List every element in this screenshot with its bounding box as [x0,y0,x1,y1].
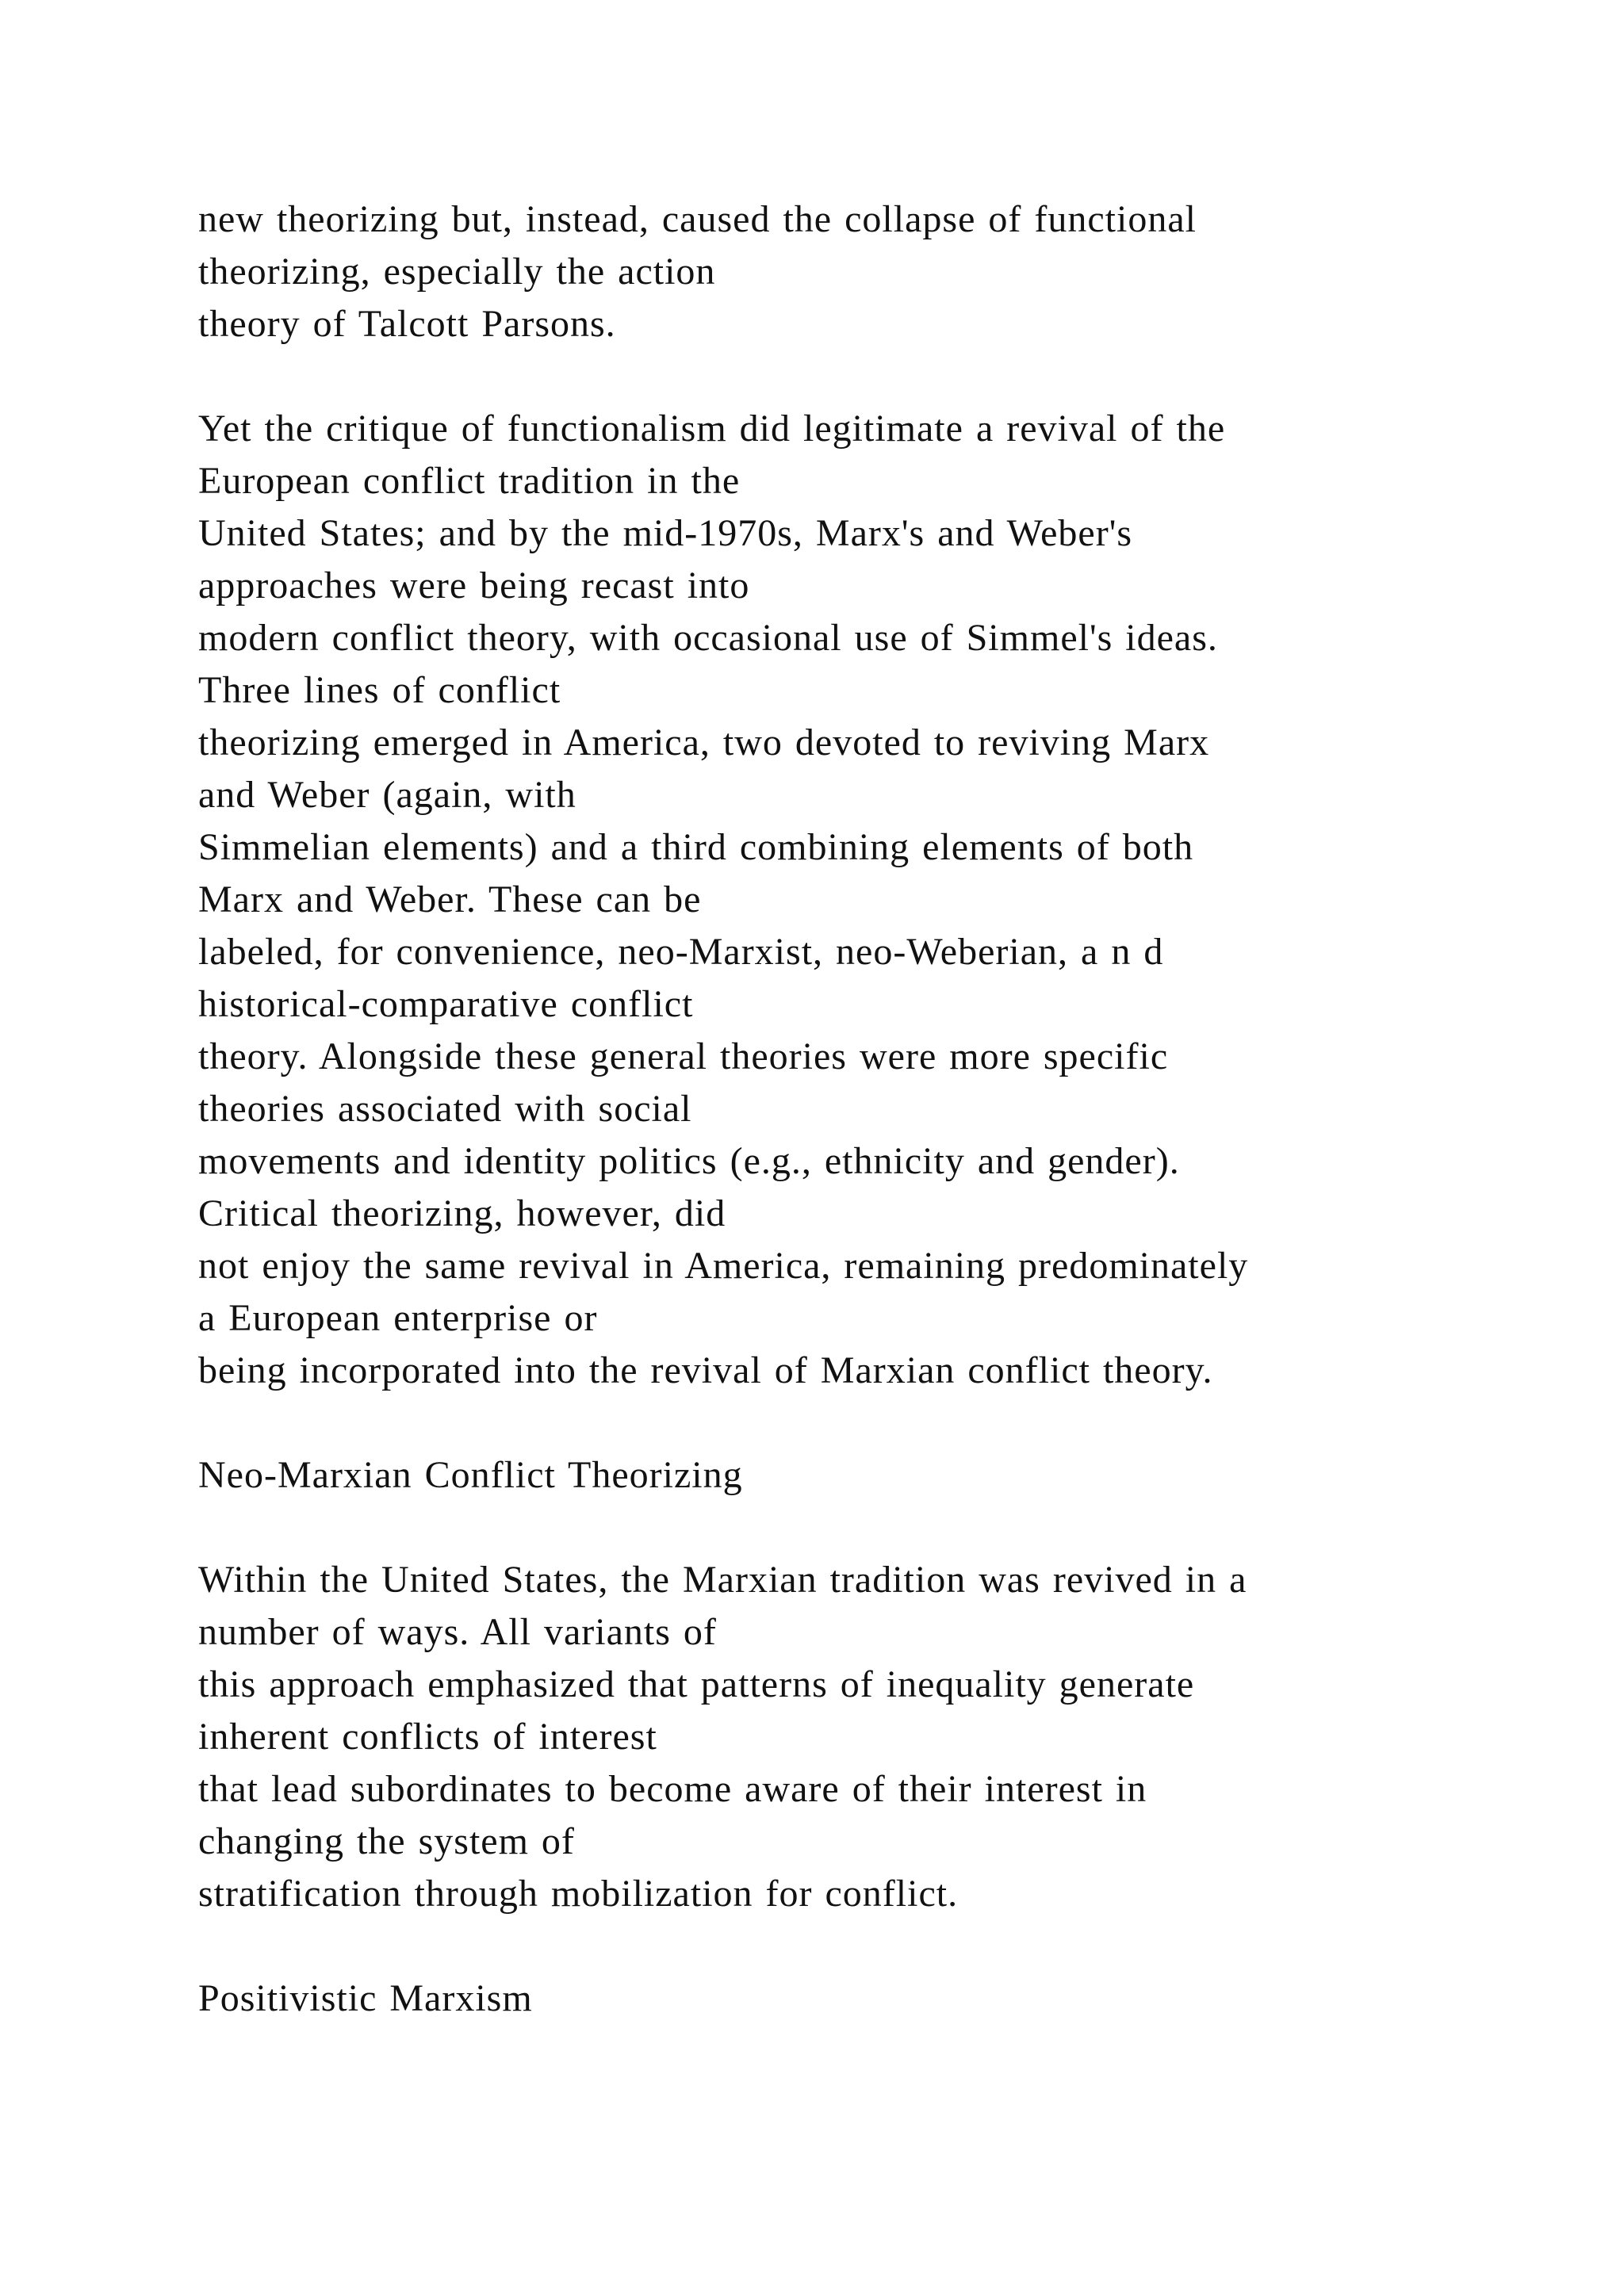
paragraph-spacer [198,350,1562,403]
text-line: theorizing emerged in America, two devoted to reviving Marx [198,721,1210,763]
text-line: Critical theorizing, however, did [198,1192,726,1234]
text-line: theories associated with social [198,1088,692,1130]
text-line: Yet the critique of functionalism did legitimate a revival of the [198,408,1226,450]
text-line: approaches were being recast into [198,564,750,607]
text-line: Within the United States, the Marxian tradition was revived in a [198,1559,1247,1601]
paragraph-2 [198,403,1562,1397]
text-line: theorizing, especially the action [198,251,716,293]
document-body [198,193,1562,2025]
paragraph-spacer [198,1502,1562,1554]
section-heading: Neo-Marxian Conflict Theorizing [198,1454,743,1496]
text-line: and Weber (again, with [198,774,576,816]
text-line: stratification through mobilization for conflict. [198,1873,959,1915]
text-line: United States; and by the mid-1970s, Marx's and Weber's [198,512,1133,554]
text-line: that lead subordinates to become aware of their interest in [198,1768,1147,1810]
paragraph-1 [198,193,1562,350]
text-line: a European enterprise or [198,1297,598,1339]
text-line: theory. Alongside these general theories were more specific [198,1035,1169,1077]
text-line: Simmelian elements) and a third combining elements of both [198,826,1194,868]
text-line: inherent conflicts of interest [198,1716,657,1758]
text-line: Three lines of conflict [198,669,561,711]
section-heading: Positivistic Marxism [198,1977,533,2019]
text-line: not enjoy the same revival in America, remaining predominately [198,1245,1249,1287]
text-line: new theorizing but, instead, caused the collapse of functional [198,198,1197,240]
text-line: modern conflict theory, with occasional use of Simmel's ideas. [198,617,1218,659]
text-line: movements and identity politics (e.g., ethnicity and gender). [198,1140,1180,1182]
paragraph-spacer [198,1920,1562,1973]
text-line: this approach emphasized that patterns of inequality generate [198,1663,1195,1705]
text-line: historical-comparative conflict [198,983,694,1025]
text-line: changing the system of [198,1820,575,1862]
text-line: theory of Talcott Parsons. [198,303,616,345]
text-line: Marx and Weber. These can be [198,878,702,920]
text-line: labeled, for convenience, neo-Marxist, neo-Weberian, a n d [198,931,1164,973]
text-line: being incorporated into the revival of Marxian conflict theory. [198,1349,1213,1391]
paragraph-spacer [198,1397,1562,1449]
text-line: number of ways. All variants of [198,1611,717,1653]
paragraph-3 [198,1554,1562,1920]
text-line: European conflict tradition in the [198,460,741,502]
